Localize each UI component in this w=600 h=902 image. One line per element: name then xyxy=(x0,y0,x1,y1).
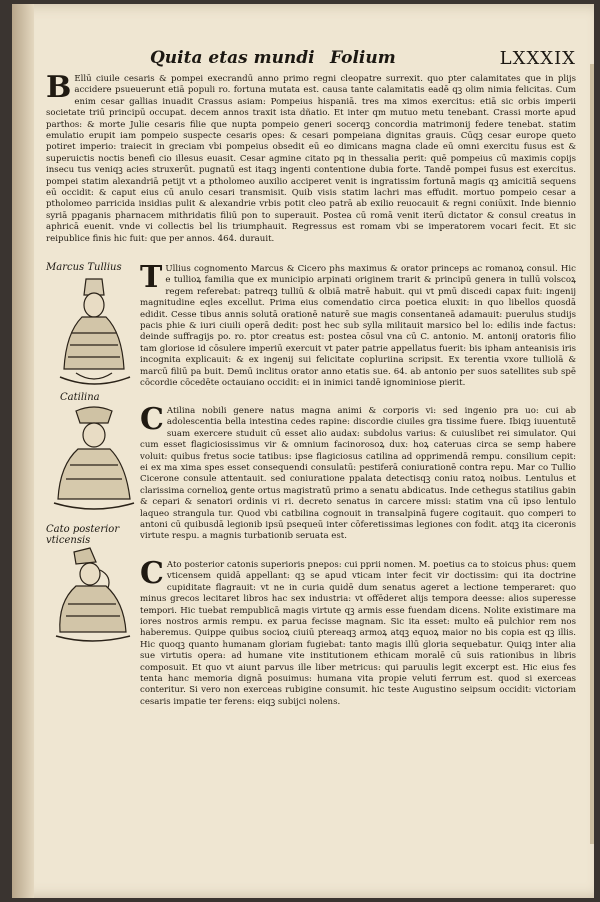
woodcut-figure-icon xyxy=(46,546,138,646)
paragraph-text: Atilina nobili genere natus magna animi & corporis vi: sed ingenio pra uo: cui ab adolescentia bella intestina cedes rapine: discordie ciuiles gra tissime fuere. Ibiqꝫ iuuentutē suam exercere studuit cū esset alio audax: subdolus varius: & cuiuslibet rei simulator. Qui cum esset flagiciosissimus vir & omnium facinorosoꝝ dux: hoꝝ cateruas circa se semp habere voluit: quibus fretus socie tatibus: ipse flagiciosus catilina ad opprimendā rempu. consilium cepit: ei ex ma xima spes esset consequendi consulatū: pestiferā coniurationē contra repu. Mar co Tullio Cicerone consule attentauit. sed coniuratione ppalata detectisqꝫ coniu ratoꝝ noibus. Lentulus et clarissima cornelioꝝ gente ortus magistratū primo a senatu abdicatus. Inde cethegus statilius gabin & cepari & senatori ordinis vi ri. decreto senatus in carcere missi: statim vna cū ipso lentulo laqueo strangula tur. Quod vbi catbilina cognouit in transalpinā fugere cogitauit. quo comperi to antoni cū quibusdā legionib ipsū psequeū inter cōferetissimas legiones con fodit. atqꝫ ita ciceronis virtute respu. a magnis turbationib seruata est. xyxy=(140,406,576,542)
portrait-label: Catilina xyxy=(60,392,100,403)
dropcap: T xyxy=(140,264,163,295)
woodcut-figure-icon xyxy=(46,273,138,391)
portrait-marcus-tullius xyxy=(46,262,138,391)
portrait-label: Cato posterior vticensis xyxy=(46,524,120,546)
dropcap: C xyxy=(140,406,164,437)
portrait-cato xyxy=(46,524,138,646)
paragraph-catilina xyxy=(140,406,576,556)
book-spine xyxy=(12,4,34,898)
dropcap: B xyxy=(46,74,72,105)
paragraph-tullius xyxy=(140,264,576,404)
paragraph-civil-war xyxy=(46,74,576,260)
book-page xyxy=(12,4,594,898)
paragraph-text: Ullius cognomento Marcus & Cicero phs maximus & orator princeps ac romanoꝝ consul. Hic e tullioꝝ familia que ex municipio arpinati originem trarit & principū genera in tullū volscoꝝ regem referebat: patreqꝫ tulliū & olbiā matrē habuit. qui vt pmū discedi capax fuit: ingenij magnitudine eqles excellut. Prima eius comendatio circa poetica eluxit: in quo libellos quosdā edidit. Cesse tibus annis solutā orationē naturē sue magis consentaneā adamauit: puerulus studijs pacis phie & iuri ciuili operā dedit: post hec sub sylla militauit marsico bel lo: edilis inde factus: deinde suffragijs po. ro. ptor creatus est: postea cōsul vna cū C. antonio. M. antonij oratoris filio tam gloriose id cōsulere imperiū exercuit vt pater patrie appellatus fuerit: bis ipham anteanisis iris incognita explicauit: & ex ingenij sui felicitate copluriina scripsit. Ex terentia vxore tulliolā & marcū filiū pa buit. Demū inclitus orator anno etatis sue. 64. ab antonio per suos satellites sub spē cōcordie cōcedēte octauiano occidit: ei in inimici tandē ignominiose pierit. xyxy=(140,264,576,389)
folium-label: Folium xyxy=(330,48,396,68)
paragraph-cato xyxy=(140,560,576,820)
page-edge xyxy=(590,64,594,844)
woodcut-figure-icon xyxy=(46,403,138,515)
folio-number: LXXXIX xyxy=(499,48,576,69)
paragraph-text: Ato posterior catonis superioris pnepos: cui pprii nomen. M. poetius ca to stoicus phus: quem vticensem quidā appellant: qꝫ se apud vticam inter fecit vir doctissim: qui ita doctrine cupiditate flagrauit: vt ne in curia quidē dum senatus ageret a lectione temperaret: quo minus grecos lecitaret libros hac sex industria: vt offēderet alijs tempora deesse: alios superesse tempori. Hic tuebat rempublicā magis virtute qꝫ armis esse fuendam dicens. Nolite existimare ma iores nostros armis rempu. ex parua fecisse magnam. Sic ita esset: multo eā pulchior rem nos haberemus. Quippe quibus socioꝝ ciuiū ptereaqꝫ armoꝝ atqꝫ equoꝝ maior no bis copia est qꝫ illis. Hic quoqꝫ quanto humanam gloriam fugiebat: tanto magis illū gloria sequebatur. Quiqꝫ inter alia sue virtutis opera: ad humane vite institutionem ethicam moralē cū suis rationibus in libris composuit. Et quo vt aiunt parvus ille liber metricus: qui paruulis legit excerpt est. Hic eius fes tenta hanc memoria dignā posuimus: humana vita propie veluti ferrum est. quod si exerceas conteritur. Si vero non exerceas rubigine consumit. hic teste Augustino seipsum occidit: victoriam cesaris impatie ter ferens: eiqꝫ subijci nolens. xyxy=(140,560,576,707)
paragraph-text: Ellū ciuile cesaris & pompei execrandū anno primo regni cleopatre surrexit. quo pter calamitates que in plijs accidere psueuerunt etiā populi ro. fortuna mutata est. causa tante calamitatis eadē qꝫ olim nimia felicitas. Cum enim cesar gallias inuadit Crassus asiam: Pompeius hispaniā. tres ma ximos exercitus: etiā sic orbis imperii societate triū principū occupat. decem annos traxit ista dñatio. Et inter qm mutuo metu tenebant. Crassi morte apud parthos: & morte Julie cesaris filie que nupta pompeio generi socerqꝫ concordia matrimonij federe tenebat. statim emulatio erupit iam pompeio suspecte cesaris opes: & cesari pompeiana dignitas grauis. Cūqꝫ cesar europe queto potiret imperio: traiecit in greciam vbi pompeius obsedit eū eo dimicans magna clade eū omni exercitu fusus est & superuictis noctis benefi cio illesus euasit. Cesar agmine citato pq in thessalia perit: quē pompeius cū maximis copijs insecu tus veniqꝫ acies struxerūt. pugnatū est itaqꝫ ingenti contentione dubia forte. Tandē pompei fusus est exercitus. pompei statim alexandriā petijt vt a ptholomeo auxilio acciperet venit is ingratissim fortunā magis qꝫ amicitiā sequens eū occidit: & caput eius cū anulo cesari transmisit. Quib visis statim lachri mas effudit. mortuo pompeio cesar a ptholomeo parricida insidias pulit & alexandrie vrbis potit cleo patrā ab exilio reuocauit & regni coniūxit. Inde biennio syriā ppaganis pharnacem mithridatis filiū pon to superauit. Postea cū romā venit iterū dictator & consul creatus in aphricā euenit. vnde vi collectis bel lis triumphauit. Regressus est romam vbi se imperatorem vocari fecit. Et sic reipublice finis hic fuit: que per annos. 464. durauit. xyxy=(46,74,576,244)
dropcap: C xyxy=(140,560,164,591)
portrait-catilina xyxy=(46,392,138,515)
running-title: Quita etas mundi xyxy=(150,48,315,68)
page-header xyxy=(150,48,576,72)
portrait-label: Marcus Tullius xyxy=(46,262,122,273)
